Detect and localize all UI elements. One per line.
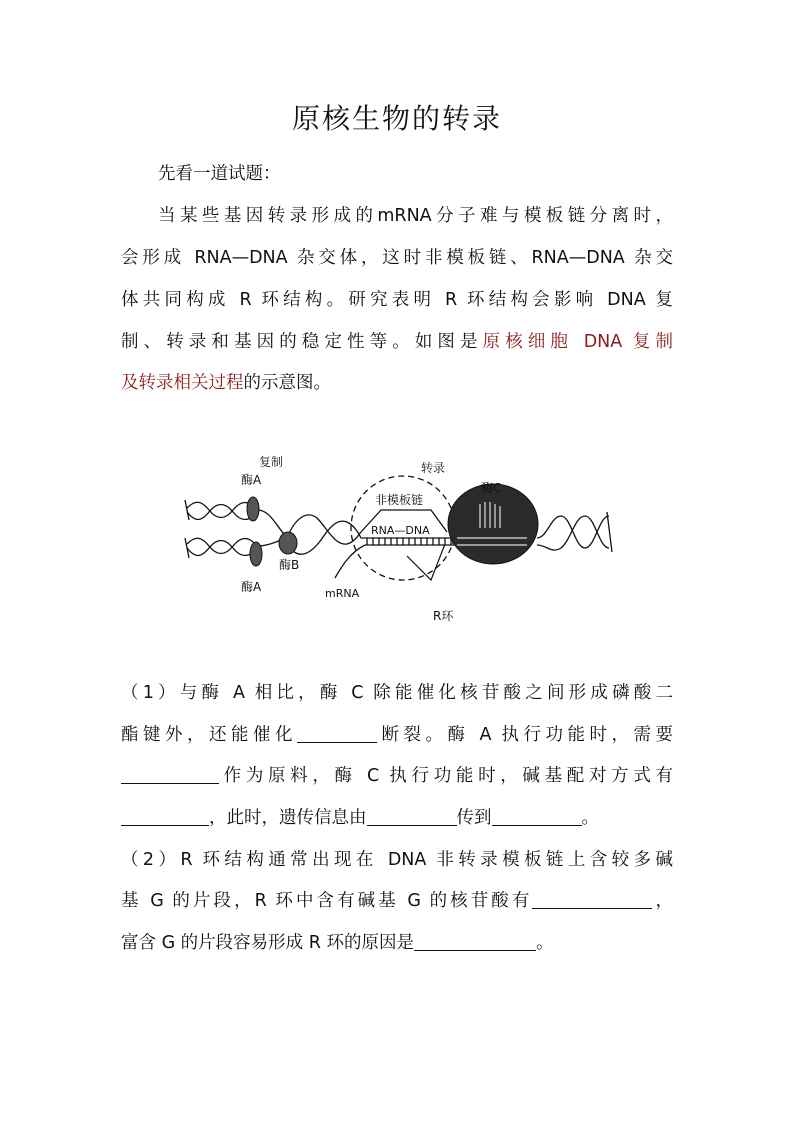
q2-text: ，	[652, 891, 674, 911]
paragraph-text: 制、转录和基因的稳定性等。如图是	[121, 332, 483, 352]
q1-line-4	[121, 806, 673, 830]
label-mrna: mRNA	[325, 587, 360, 600]
lower-daughter-helix	[185, 538, 257, 558]
q1-text: 。	[581, 808, 599, 828]
q2-line-2	[121, 889, 673, 913]
answer-blank[interactable]	[121, 809, 209, 826]
q1-text: 酯键外，还能催化	[121, 725, 297, 745]
highlight-text: 原核细胞 DNA 复制	[482, 332, 673, 352]
q1-line-3	[121, 764, 673, 788]
label-nontemplate-strand: 非模板链	[375, 493, 424, 507]
paragraph-line-5	[121, 371, 673, 395]
answer-blank[interactable]	[414, 934, 536, 951]
answer-blank[interactable]	[492, 809, 582, 826]
q1-text: 断裂。酶 A 执行功能时，需要	[376, 725, 673, 745]
q2-text: 富含 G 的片段容易形成 R 环的原因是	[121, 933, 414, 953]
answer-blank[interactable]	[532, 892, 652, 909]
q1-text: 作为原料，酶 C 执行功能时，碱基配对方式有	[219, 766, 673, 786]
paragraph-line-2: 会形成 RNA—DNA 杂交体，这时非模板链、RNA—DNA 杂交	[121, 248, 673, 268]
label-enzyme-a-bottom: 酶A	[241, 580, 262, 594]
label-r-loop: R环	[433, 609, 454, 623]
enzyme-c-shape	[448, 484, 538, 564]
intro-text: 先看一道试题：	[158, 164, 281, 184]
enzyme-a-bottom-shape	[250, 542, 262, 566]
dna-replication-transcription-diagram	[175, 448, 625, 628]
q1-text: ，此时，遗传信息由	[209, 808, 367, 828]
label-enzyme-b: 酶B	[279, 558, 300, 572]
replication-fork	[257, 510, 361, 554]
q1-line-2	[121, 723, 673, 747]
enzyme-b-shape	[279, 532, 297, 554]
answer-blank[interactable]	[367, 809, 457, 826]
label-transcription: 转录	[421, 461, 446, 475]
q1-line-1: （1）与酶 A 相比，酶 C 除能催化核苷酸之间形成磷酸二	[121, 683, 673, 703]
paragraph-line-3: 体共同构成 R 环结构。研究表明 R 环结构会影响 DNA 复	[121, 290, 673, 310]
label-enzyme-c: 酶C	[481, 481, 502, 495]
rna-dna-hybrid	[361, 538, 465, 545]
q2-line-3	[121, 931, 673, 955]
label-rna-dna-hybrid: RNA—DNA	[371, 524, 430, 537]
q2-text: 基 G 的片段，R 环中含有碱基 G 的核苷酸有	[121, 891, 533, 911]
paragraph-line-4	[121, 330, 673, 354]
q2-line-1: （2）R 环结构通常出现在 DNA 非转录模板链上含较多碱	[121, 850, 673, 870]
downstream-helix	[537, 512, 612, 552]
page-title: 原核生物的转录	[291, 102, 502, 135]
r-loop-pointer	[407, 544, 445, 580]
enzyme-a-top-shape	[247, 497, 259, 521]
label-replication: 复制	[259, 455, 284, 469]
label-enzyme-a-top: 酶A	[241, 473, 262, 487]
mrna-strand	[335, 545, 365, 578]
q1-text: 传到	[456, 808, 492, 828]
answer-blank[interactable]	[297, 726, 377, 743]
upper-daughter-helix	[185, 500, 257, 520]
paragraph-line-1: 当某些基因转录形成的mRNA分子难与模板链分离时，	[158, 206, 673, 226]
paragraph-text: 的示意图。	[243, 373, 331, 393]
highlight-text: 及转录相关过程	[121, 373, 244, 393]
q2-text: 。	[535, 933, 554, 953]
answer-blank[interactable]	[121, 767, 219, 784]
